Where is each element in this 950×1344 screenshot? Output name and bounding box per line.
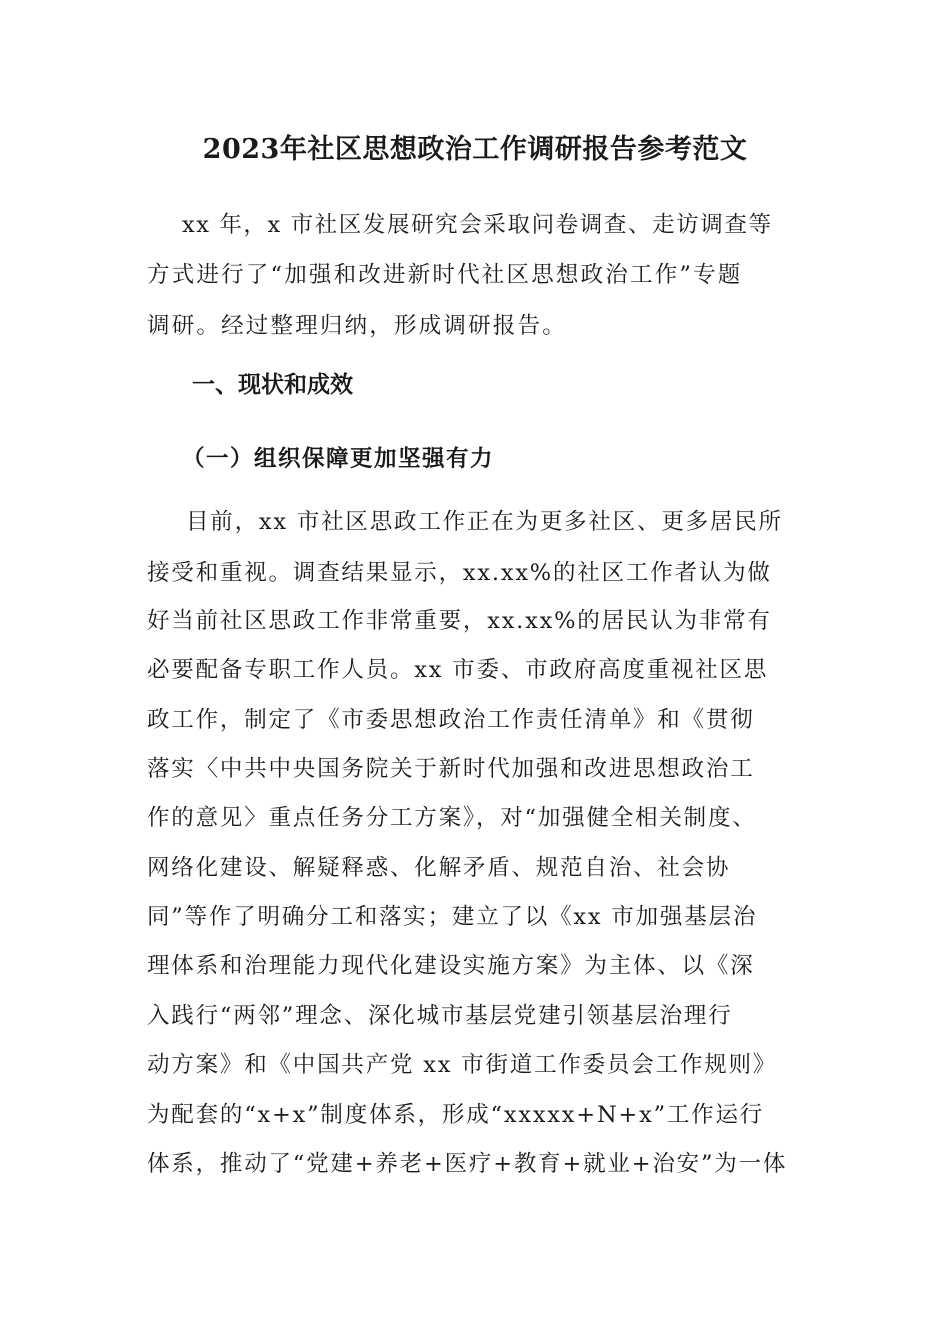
body-line: 动方案》和《中国共产党 xx 市街道工作委员会工作规则》 (147, 1052, 778, 1078)
body-line: 目前，xx 市社区思政工作正在为更多社区、更多居民所 (186, 509, 783, 535)
body-line: 好当前社区思政工作非常重要，xx.xx%的居民认为非常有 (147, 608, 772, 634)
body-line: 理体系和治理能力现代化建设实施方案》为主体、以《深 (147, 953, 755, 979)
subsection-heading: （一）组织保障更加坚强有力 (182, 446, 495, 472)
body-line: 同”等作了明确分工和落实；建立了以《xx 市加强基层治 (147, 904, 758, 930)
section-heading: 一、现状和成效 (192, 371, 353, 398)
body-line: 落实〈中共中央国务院关于新时代加强和改进思想政治工 (147, 756, 755, 782)
body-line: 为配套的“x+x”制度体系，形成“xxxxx+N+x”工作运行 (147, 1102, 765, 1128)
body-line: 接受和重视。调查结果显示，xx.xx%的社区工作者认为做 (147, 560, 772, 586)
intro-line: 调研。经过整理归纳，形成调研报告。 (147, 313, 567, 339)
body-line: 政工作，制定了《市委思想政治工作责任清单》和《贯彻 (147, 707, 755, 733)
body-line: 必要配备专职工作人员。xx 市委、市政府高度重视社区思 (147, 657, 769, 683)
body-line: 体系，推动了“党建+养老+医疗+教育+就业+治安”为一体 (147, 1151, 788, 1177)
intro-line: 方式进行了“加强和改进新时代社区思想政治工作”专题 (147, 262, 743, 288)
body-line: 入践行“两邻”理念、深化城市基层党建引领基层治理行 (147, 1003, 733, 1029)
body-line: 作的意见〉重点任务分工方案》，对“加强健全相关制度、 (147, 805, 757, 831)
body-line: 网络化建设、解疑释惑、化解矛盾、规范自治、社会协 (147, 855, 731, 881)
intro-line: xx 年，x 市社区发展研究会采取问卷调查、走访调查等 (182, 212, 773, 238)
document-title: 2023年社区思想政治工作调研报告参考范文 (202, 134, 748, 165)
